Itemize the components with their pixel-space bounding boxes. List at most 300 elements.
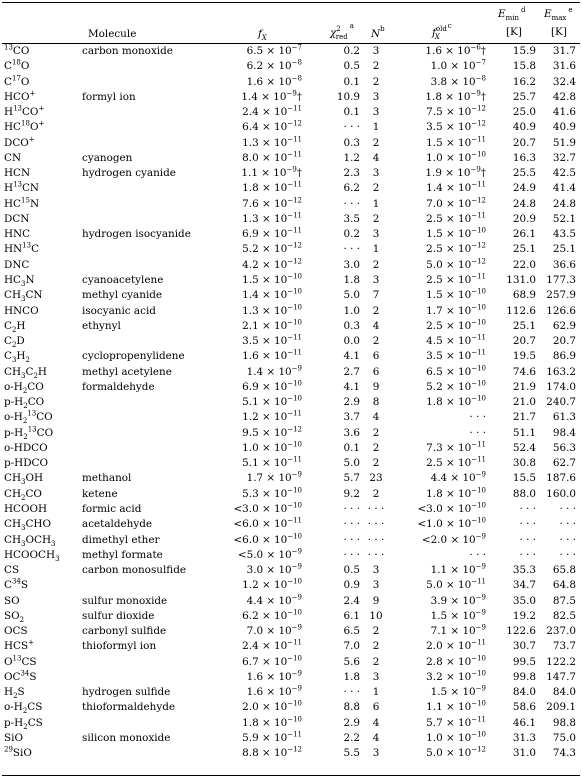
fold-value: $1.5 \times 10^{-11}$ [426,135,486,149]
emin-value: 30.7 [512,640,536,653]
molecule-name: carbon monoxide [82,45,173,57]
molecule-name: formyl ion [82,90,136,103]
fx-value: $1.6 \times 10^{-11}$ [242,349,302,363]
table-row [2,471,580,486]
molecule-name: carbon monosulfide [82,564,187,577]
fx-value: $4.2 \times 10^{-12}$ [242,257,302,271]
molecule-formula: $CH_3CN$ [4,289,43,304]
molecule-formula: DNC [4,258,30,271]
chi-red-value: 1.2 [343,151,360,164]
molecule-name [82,242,212,257]
n-value: 3 [372,167,380,180]
n-value: 2 [372,625,380,638]
fold-value: · · · [469,411,486,424]
chi-red-value: 2.4 [343,594,360,607]
chi-red-value: · · · [343,197,360,210]
molecule-formula: SO [4,594,20,607]
n-value: 10 [369,609,383,622]
fx-value: $8.0 \times 10^{-11}$ [242,150,302,164]
n-value: 9 [372,594,380,607]
chi-red-value: 0.1 [343,106,360,119]
n-value: 3 [372,106,380,119]
fx-value: $<6.0 \times 10^{-11}$ [233,517,302,531]
table-body [2,44,580,761]
n-value: 1 [372,121,380,134]
fx-value: $2.0 \times 10^{-10}$ [242,700,302,714]
molecule-formula: HCOOH [4,502,48,515]
fold-value: $7.5 \times 10^{-12}$ [426,105,486,119]
chi-red-value: 0.9 [343,579,360,592]
molecule-name: hydrogen sulfide [82,686,171,699]
molecule-formula: HN$^{13}$C [4,242,40,256]
table-row [2,304,580,319]
table-row [2,319,580,334]
emax-value: 61.3 [552,411,576,424]
abundance-table [2,44,580,761]
fx-value: $7.6 \times 10^{-12}$ [242,196,302,210]
n-value: · · · [367,548,385,561]
table-row [2,563,580,578]
chi-red-value: 4.1 [343,380,360,393]
molecule-formula: $HCOOCH_3$ [4,548,60,563]
molecule-formula: $p-H_2CO$ [4,396,45,411]
n-value: 4 [372,319,380,332]
emin-value: 15.8 [512,60,536,73]
fold-value: · · · [469,548,486,561]
chi-red-value: 2.3 [343,167,360,180]
fold-value: $7.3 \times 10^{-11}$ [426,440,486,454]
table-row [2,151,580,166]
emax-value: 163.2 [546,365,576,378]
fx-value: $5.2 \times 10^{-12}$ [242,242,302,256]
fold-value: $4.5 \times 10^{-11}$ [426,334,486,348]
fx-value: $1.3 \times 10^{-11}$ [242,135,302,149]
fx-value: $6.5 \times 10^{-7}$ [246,44,302,57]
emin-value: 26.1 [512,228,536,241]
molecule-name: methyl formate [82,548,163,561]
table-row [2,44,580,59]
emax-value: 257.9 [546,289,576,302]
fold-value: $3.5 \times 10^{-11}$ [426,349,486,363]
emin-value: 52.4 [512,441,536,454]
molecule-formula: $C^{34}S$ [4,578,28,592]
chi-red-value: 0.1 [343,75,360,88]
fold-value: $2.5 \times 10^{-12}$ [426,242,486,256]
emax-value: · · · [559,502,576,515]
table-row [2,639,580,654]
chi-red-value: 0.3 [343,136,360,149]
table-row [2,258,580,273]
fold-value: $1.0 \times 10^{-10}$ [426,730,486,744]
molecule-name: dimethyl ether [82,533,160,546]
chi-red-value: · · · [343,121,360,134]
molecule-name [82,456,212,471]
fx-value: $1.5 \times 10^{-10}$ [242,272,302,286]
header-emax-unit: [K] [551,26,567,38]
chi-red-value: · · · [343,548,360,561]
header-chi-red: $\chi^2_{red}^a$ [330,22,354,42]
molecule-formula: DCN [4,212,30,225]
emin-value: 24.8 [512,197,536,210]
fx-value: $7.0 \times 10^{-9}$ [246,624,302,638]
molecule-formula: $CH_3C_2H$ [4,365,47,380]
molecule-name [82,212,212,227]
emin-value: 131.0 [506,273,536,286]
n-value: 6 [372,365,380,378]
emax-value: 62.7 [552,457,576,470]
fold-value: $2.5 \times 10^{-11}$ [426,272,486,286]
chi-red-value: 2.9 [343,716,360,729]
chi-red-value: · · · [343,502,360,515]
emin-value: 20.7 [512,136,536,149]
emin-value: 25.5 [512,167,536,180]
fx-value: $3.5 \times 10^{-11}$ [242,334,302,348]
emin-value: 112.6 [506,304,536,317]
fold-value: $1.1 \times 10^{-10}$ [426,700,486,714]
table-row [2,105,580,120]
emax-value: 187.6 [546,472,576,485]
molecule-name: thioformyl ion [82,640,157,653]
emin-value: 99.8 [512,670,536,683]
table-row [2,380,580,395]
molecule-name: isocyanic acid [82,304,156,317]
fold-value: $3.9 \times 10^{-9}$ [430,593,486,607]
emax-value: 40.9 [552,121,576,134]
table-row [2,609,580,624]
fx-value: $<6.0 \times 10^{-10}$ [233,532,302,546]
emin-value: 31.0 [512,747,536,760]
emin-value: 21.0 [512,396,536,409]
emax-value: 24.8 [552,197,576,210]
header-molecule: Molecule [88,28,137,40]
fold-value: $2.8 \times 10^{-10}$ [426,654,486,668]
emax-value: 52.1 [552,212,576,225]
chi-red-value: 8.8 [343,701,360,714]
chi-red-value: 5.0 [343,289,360,302]
fold-value: $5.0 \times 10^{-12}$ [426,257,486,271]
emin-value: 25.1 [512,243,536,256]
molecule-formula: $C^{18}O$ [4,59,30,73]
emax-value: · · · [559,548,576,561]
emax-value: 32.4 [552,75,576,88]
chi-red-value: 5.5 [343,747,360,760]
fold-value: $3.8 \times 10^{-8}$ [430,74,486,88]
emin-value: 46.1 [512,716,536,729]
fx-value: $8.8 \times 10^{-12}$ [242,746,302,760]
n-value: 6 [372,350,380,363]
molecule-name [82,120,212,135]
fx-value: $1.8 \times 10^{-10}$ [242,715,302,729]
emax-value: 209.1 [546,701,576,714]
chi-red-value: 6.5 [343,625,360,638]
fx-value: $1.4 \times 10^{-9}$ [246,364,302,378]
table-row [2,227,580,242]
molecule-name: sulfur dioxide [82,609,155,622]
table-row [2,120,580,135]
table-row [2,273,580,288]
emin-value: · · · [519,518,536,531]
molecule-formula: $C_2H$ [4,319,26,334]
n-value: 3 [372,747,380,760]
molecule-name: hydrogen cyanide [82,167,176,180]
n-value: 3 [372,579,380,592]
emax-value: 74.3 [552,747,576,760]
chi-red-value: 2.7 [343,365,360,378]
table-row [2,197,580,212]
table-row [2,578,580,593]
molecule-name: thioformaldehyde [82,701,176,714]
n-value: 2 [372,304,380,317]
table-row [2,716,580,731]
molecule-name: carbonyl sulfide [82,625,167,638]
emin-value: 88.0 [512,487,536,500]
emax-value: 147.7 [546,670,576,683]
table-row [2,533,580,548]
chi-red-value: · · · [343,243,360,256]
chi-red-value: 0.0 [343,335,360,348]
emax-value: 73.7 [552,640,576,653]
chi-red-value: 5.0 [343,457,360,470]
emin-value: 19.2 [512,609,536,622]
emax-value: 237.0 [546,625,576,638]
emin-value: 24.9 [512,182,536,195]
chi-red-value: 0.1 [343,441,360,454]
molecule-name [82,197,212,212]
emax-value: 177.3 [546,273,576,286]
n-value: 2 [372,335,380,348]
fx-value: $1.6 \times 10^{-9}$ [246,685,302,699]
n-value: 3 [372,670,380,683]
emax-value: 64.8 [552,579,576,592]
chi-red-value: 1.8 [343,670,360,683]
molecule-name [82,426,212,441]
fold-value: $1.5 \times 10^{-10}$ [426,227,486,241]
chi-red-value: 6.1 [343,609,360,622]
fx-value: $6.9 \times 10^{-10}$ [242,379,302,393]
emax-value: · · · [559,518,576,531]
molecule-formula: HNCO [4,304,39,317]
fx-value: $1.1 \times 10^{-9}\dagger$ [241,166,302,180]
molecule-formula: $p-H_2CS$ [4,716,43,731]
molecule-name: cyanoacetylene [82,273,164,286]
emax-value: 160.0 [546,487,576,500]
molecule-formula: HC$^{18}$O+ [4,120,45,134]
fold-value: $5.7 \times 10^{-11}$ [426,715,486,729]
fx-value: $1.7 \times 10^{-9}$ [246,471,302,485]
chi-red-value: 2.9 [343,396,360,409]
n-value: 4 [372,151,380,164]
emax-value: 98.8 [552,716,576,729]
molecule-formula: $HC_3N$ [4,273,35,289]
fx-value: $6.7 \times 10^{-10}$ [242,654,302,668]
molecule-formula: $C^{17}O$ [4,74,30,88]
molecule-formula: p-HDCO [4,457,49,470]
molecule-name: ketene [82,487,118,500]
molecule-formula: HCO+ [4,89,36,103]
molecule-name: methyl acetylene [82,365,172,378]
molecule-name [82,716,212,731]
molecule-name: methanol [82,472,132,485]
emin-value: 20.7 [512,335,536,348]
table-row [2,75,580,90]
table-row [2,426,580,441]
fx-value: $1.6 \times 10^{-9}$ [246,669,302,683]
emin-value: 30.8 [512,457,536,470]
n-value: 9 [372,380,380,393]
fold-value: $5.0 \times 10^{-12}$ [426,746,486,760]
fx-value: $1.3 \times 10^{-11}$ [242,211,302,225]
emax-value: 43.5 [552,228,576,241]
table-row [2,136,580,151]
fold-value: $4.4 \times 10^{-9}$ [430,471,486,485]
molecule-name [82,410,212,425]
molecule-formula: o-HDCO [4,441,48,454]
molecule-name: ethynyl [82,319,121,332]
table-row [2,90,580,105]
emin-value: 122.6 [506,625,536,638]
chi-red-value: 6.2 [343,182,360,195]
emin-value: 25.1 [512,319,536,332]
emax-value: · · · [559,533,576,546]
emin-value: 74.6 [512,365,536,378]
fold-value: $2.0 \times 10^{-11}$ [426,639,486,653]
fold-value: $7.1 \times 10^{-9}$ [430,624,486,638]
fx-value: $6.2 \times 10^{-8}$ [246,59,302,73]
fx-value: $5.1 \times 10^{-10}$ [242,395,302,409]
table-row [2,731,580,746]
fx-value: $1.4 \times 10^{-9}\dagger$ [241,89,302,103]
table-row [2,349,580,364]
emin-value: 16.3 [512,151,536,164]
molecule-formula: HNC [4,228,31,241]
molecule-formula: $O^{13}CS$ [4,654,37,668]
molecule-name [82,59,212,74]
molecule-formula: $o-H_2^{13}CO$ [4,410,53,426]
fold-value: $2.5 \times 10^{-11}$ [426,456,486,470]
fold-value: $1.0 \times 10^{-10}$ [426,150,486,164]
fold-value: $1.8 \times 10^{-9}\dagger$ [425,89,486,103]
table-row [2,517,580,532]
table-row [2,441,580,456]
fx-value: $1.4 \times 10^{-10}$ [242,288,302,302]
fold-value: $<2.0 \times 10^{-9}$ [421,532,486,546]
table-row [2,212,580,227]
emin-value: 21.9 [512,380,536,393]
molecule-name: acetaldehyde [82,518,153,531]
molecule-name: cyanogen [82,151,133,164]
fold-value: $1.8 \times 10^{-10}$ [426,486,486,500]
table-row [2,59,580,74]
n-value: 6 [372,701,380,714]
chi-red-value: 1.8 [343,273,360,286]
molecule-formula: DCO+ [4,135,35,149]
molecule-formula: $CH_3OCH_3$ [4,533,56,548]
header-fold: $f^{old}_X^c$ [432,22,452,42]
chi-red-value: 1.0 [343,304,360,317]
emin-value: 35.3 [512,564,536,577]
fold-value: $1.7 \times 10^{-10}$ [426,303,486,317]
fold-value: $1.1 \times 10^{-9}$ [430,563,486,577]
emax-value: 98.4 [552,426,576,439]
chi-red-value: 0.3 [343,319,360,332]
molecule-name [82,670,212,685]
molecule-name [82,746,212,761]
n-value: · · · [367,502,385,515]
n-value: 7 [372,289,380,302]
emin-value: 99.5 [512,655,536,668]
table-row [2,655,580,670]
molecule-formula: $H_2S$ [4,686,25,701]
fx-value: $1.6 \times 10^{-8}$ [246,74,302,88]
molecule-name: sulfur monoxide [82,594,168,607]
fold-value: $7.0 \times 10^{-12}$ [426,196,486,210]
n-value: 4 [372,731,380,744]
table-row [2,456,580,471]
n-value: 3 [372,564,380,577]
molecule-name: formic acid [82,502,142,515]
emin-value: 34.7 [512,579,536,592]
fx-value: $4.4 \times 10^{-9}$ [246,593,302,607]
emin-value: · · · [519,502,536,515]
chi-red-value: 5.7 [343,472,360,485]
fold-value: $1.9 \times 10^{-9}\dagger$ [425,166,486,180]
molecule-name [82,578,212,593]
emax-value: 126.6 [546,304,576,317]
fold-value: $5.2 \times 10^{-10}$ [426,379,486,393]
emax-value: 31.7 [552,45,576,57]
n-value: 2 [372,75,380,88]
fx-value: $5.9 \times 10^{-11}$ [242,730,302,744]
emax-value: 240.7 [546,396,576,409]
fx-value: $1.2 \times 10^{-11}$ [242,410,302,424]
n-value: 2 [372,487,380,500]
emax-value: 65.8 [552,564,576,577]
chi-red-value: 9.2 [343,487,360,500]
fx-value: $5.1 \times 10^{-11}$ [242,456,302,470]
molecule-formula: $SO_2$ [4,609,25,624]
fold-value: · · · [469,426,486,439]
molecule-formula: $CH_2CO$ [4,487,42,502]
molecule-name: silicon monoxide [82,731,171,744]
header-emin: $E_{min}^d$ [498,6,526,23]
n-value: 2 [372,457,380,470]
table-row [2,548,580,563]
emax-value: 122.2 [546,655,576,668]
table-row [2,594,580,609]
n-value: 3 [372,90,380,103]
n-value: 2 [372,212,380,225]
fx-value: $3.0 \times 10^{-9}$ [246,563,302,577]
molecule-formula: CN [4,151,22,164]
header-fx: $f_X$ [258,28,267,43]
fx-value: $6.4 \times 10^{-12}$ [242,120,302,134]
fold-value: $2.5 \times 10^{-11}$ [426,211,486,225]
molecule-formula: $p-H_2^{13}CO$ [4,425,54,441]
molecule-formula: OC$^{34}$S [4,669,37,683]
table-row [2,166,580,181]
chi-red-value: 7.0 [343,640,360,653]
molecule-name [82,395,212,410]
table-row [2,334,580,349]
molecule-name [82,181,212,196]
emin-value: · · · [519,548,536,561]
fold-value: $1.8 \times 10^{-10}$ [426,395,486,409]
emin-value: 84.0 [512,686,536,699]
fx-value: $2.4 \times 10^{-11}$ [242,105,302,119]
chi-red-value: · · · [343,518,360,531]
header-emax: $E_{max}^e$ [544,6,573,23]
emin-value: 22.0 [512,258,536,271]
